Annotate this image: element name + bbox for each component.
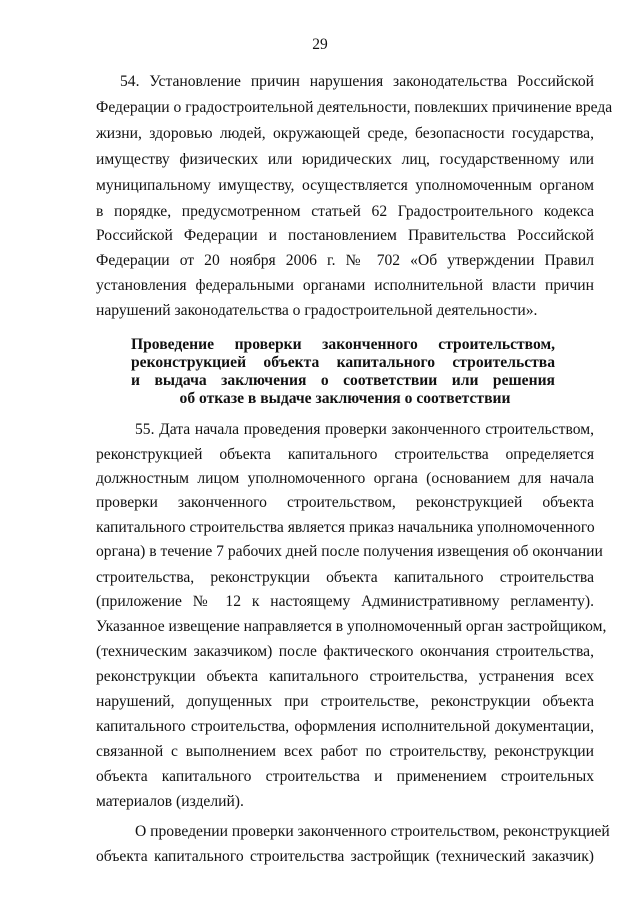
paragraph-line: Российской Федерации и постановлением Правительства Российской bbox=[96, 227, 594, 244]
paragraph-line: капитального строительства, оформления исполнительной документации, bbox=[96, 718, 594, 735]
heading-line: об отказе в выдаче заключения о соответствии bbox=[179, 390, 511, 407]
paragraph-line: Федерации о градостроительной деятельности, повлекших причинение вреда bbox=[96, 99, 613, 116]
paragraph-line: должностным лицом уполномоченного органа (основанием для начала bbox=[96, 470, 594, 487]
paragraph-line: Указанное извещение направляется в уполномоченный орган застройщиком, bbox=[96, 618, 607, 635]
paragraph-line: О проведении проверки законченного строительством, реконструкцией bbox=[135, 823, 610, 840]
paragraph-line: проверки законченного строительством, реконструкцией объекта bbox=[96, 494, 594, 511]
paragraph-line: муниципальному имуществу, осуществляется уполномоченным органом bbox=[96, 177, 594, 194]
heading-line: Проведение проверки законченного строительством, bbox=[131, 336, 555, 353]
paragraph-line: (приложение № 12 к настоящему Административному регламенту). bbox=[96, 593, 594, 610]
paragraph-line: (техническим заказчиком) после фактического окончания строительства, bbox=[96, 643, 594, 660]
page-number: 29 bbox=[312, 36, 328, 53]
paragraph-line: 54. Установление причин нарушения законодательства Российской bbox=[120, 73, 594, 90]
paragraph-line: строительства, реконструкции объекта капитального строительства bbox=[96, 569, 594, 586]
paragraph-line: жизни, здоровью людей, окружающей среде, безопасности государства, bbox=[96, 125, 594, 142]
paragraph-line: Федерации от 20 ноября 2006 г. № 702 «Об утверждении Правил bbox=[96, 252, 594, 269]
paragraph-line: нарушений, допущенных при строительстве, реконструкции объекта bbox=[96, 693, 594, 710]
paragraph-line: нарушений законодательства о градостроительной деятельности». bbox=[96, 302, 538, 319]
paragraph-line: установления федеральными органами исполнительной власти причин bbox=[96, 277, 594, 294]
heading-line: реконструкцией объекта капитального строительства bbox=[131, 354, 555, 371]
paragraph-line: органа) в течение 7 рабочих дней после получения извещения об окончании bbox=[96, 543, 603, 560]
paragraph-line: в порядке, предусмотренном статьей 62 Градостроительного кодекса bbox=[96, 203, 594, 220]
paragraph-line: материалов (изделий). bbox=[96, 793, 244, 810]
heading-line: и выдача заключения о соответствии или решения bbox=[131, 372, 555, 389]
paragraph-line: объекта капитального строительства и применением строительных bbox=[96, 768, 594, 785]
paragraph-line: реконструкцией объекта капитального строительства определяется bbox=[96, 446, 594, 463]
paragraph-line: имуществу физических или юридических лиц, государственному или bbox=[96, 151, 594, 168]
paragraph-line: реконструкции объекта капитального строительства, устранения всех bbox=[96, 668, 594, 685]
paragraph-line: связанной с выполнением всех работ по строительству, реконструкции bbox=[96, 743, 594, 760]
paragraph-line: капитального строительства является приказ начальника уполномоченного bbox=[96, 519, 595, 536]
paragraph-line: объекта капитального строительства застройщик (технический заказчик) bbox=[96, 848, 594, 865]
paragraph-line: 55. Дата начала проведения проверки законченного строительством, bbox=[135, 421, 594, 438]
